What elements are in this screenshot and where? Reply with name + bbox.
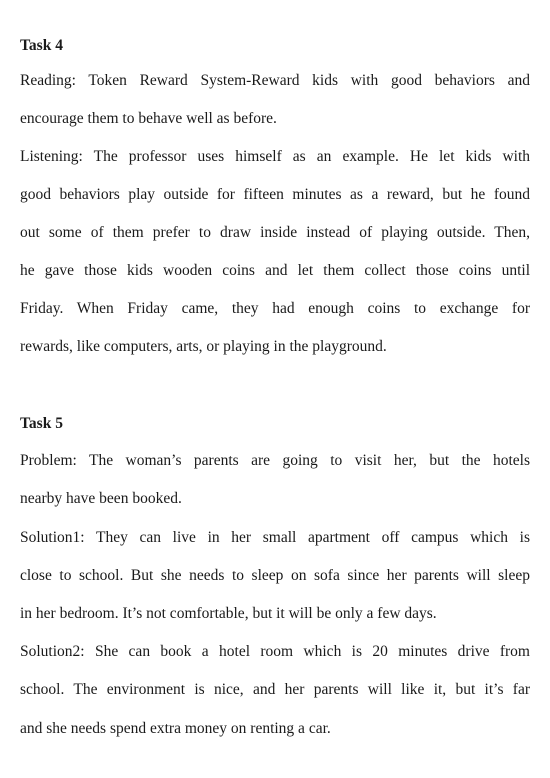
task4-line-3: Listening: The professor uses himself as an example. He let kids with <box>20 148 530 165</box>
task5-line-7: school. The environment is nice, and her parents will like it, but it’s far <box>20 681 530 698</box>
task5-line-8: and she needs spend extra money on renting a car. <box>20 720 331 737</box>
task4-line-5: out some of them prefer to draw inside instead of playing outside. Then, <box>20 224 530 241</box>
task5-line-6: Solution2: She can book a hotel room which is 20 minutes drive from <box>20 643 530 660</box>
task4-line-7: Friday. When Friday came, they had enough coins to exchange for <box>20 300 530 317</box>
task4-line-8: rewards, like computers, arts, or playing in the playground. <box>20 338 387 355</box>
task4-line-1: Reading: Token Reward System-Reward kids with good behaviors and <box>20 72 530 89</box>
task4-line-2: encourage them to behave well as before. <box>20 110 277 127</box>
task5-line-1: Problem: The woman’s parents are going to visit her, but the hotels <box>20 452 530 469</box>
task5-line-5: in her bedroom. It’s not comfortable, but it will be only a few days. <box>20 605 437 622</box>
task5-line-4: close to school. But she needs to sleep on sofa since her parents will sleep <box>20 567 530 584</box>
task5-title: Task 5 <box>20 415 63 432</box>
task5-line-2: nearby have been booked. <box>20 490 182 507</box>
task4-line-6: he gave those kids wooden coins and let them collect those coins until <box>20 262 530 279</box>
task4-line-4: good behaviors play outside for fifteen minutes as a reward, but he found <box>20 186 530 203</box>
task5-line-3: Solution1: They can live in her small apartment off campus which is <box>20 529 530 546</box>
task4-title: Task 4 <box>20 37 63 54</box>
